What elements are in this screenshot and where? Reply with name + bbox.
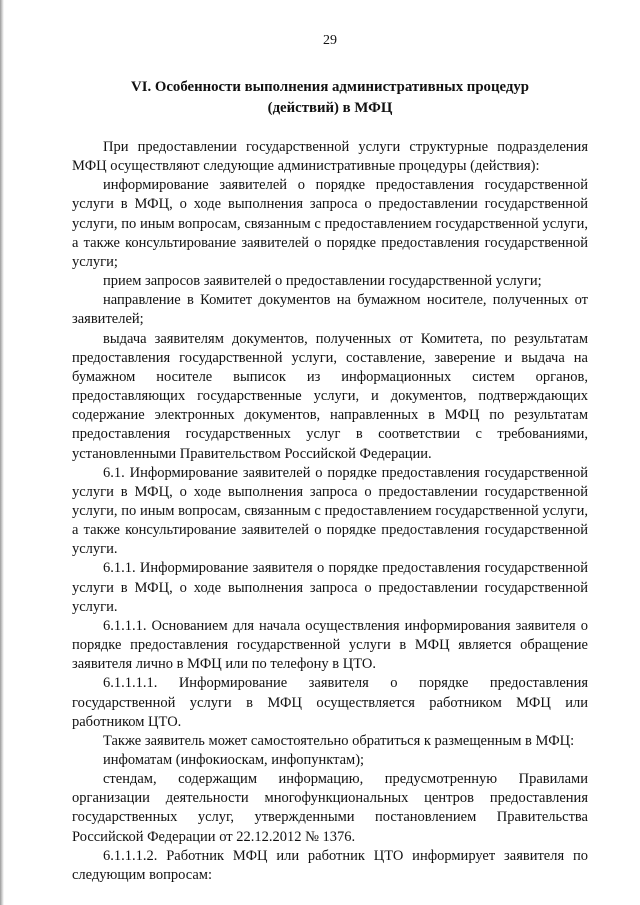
document-body	[72, 138, 588, 885]
scan-edge	[0, 0, 4, 905]
paragraph: стендам, содержащим информацию, предусмотренную Правилами организации деятельности многофункциональных центров предоставления государственных услуг, утвержденными постановлением Правительства Российской Федерации от 22.12.2012 № 1376.	[72, 771, 588, 845]
section-heading-line-1: VI. Особенности выполнения административных процедур	[131, 79, 529, 95]
paragraph: При предоставлении государственной услуги структурные подразделения МФЦ осуществляют следующие административные процедуры (действия):	[72, 139, 588, 175]
section-heading-line-2: (действий) в МФЦ	[267, 100, 393, 116]
paragraph: направление в Комитет документов на бумажном носителе, полученных от заявителей;	[72, 292, 588, 328]
paragraph: 6.1.1. Информирование заявителя о порядке предоставления государственной услуги в МФЦ, о ходе выполнения запроса о предоставлении государственной услуги.	[72, 560, 588, 615]
paragraph: Также заявитель может самостоятельно обратиться к размещенным в МФЦ:	[103, 732, 575, 749]
paragraph: 6.1. Информирование заявителей о порядке предоставления государственной услуги в МФЦ, о ходе выполнения запроса о предоставлении государственной услуги, по иным вопросам, связанным с предоставлением государственной услуги, а также консультирование заявителей о порядке предоставления государственной услуги.	[72, 464, 588, 558]
paragraph: информирование заявителей о порядке предоставления государственной услуги в МФЦ, о ходе выполнения запроса о предоставлении государственной услуги, по иным вопросам, связанным с предоставлением государственной услуги, а также консультирование заявителей о порядке предоставления государственной услуги;	[72, 177, 588, 270]
page-number: 29	[323, 33, 337, 48]
paragraph: прием запросов заявителей о предоставлении государственной услуги;	[103, 273, 542, 290]
section-heading	[72, 77, 588, 119]
paragraph: 6.1.1.1.2. Работник МФЦ или работник ЦТО информирует заявителя по следующим вопросам:	[72, 847, 588, 883]
paragraph: 6.1.1.1. Основанием для начала осуществления информирования заявителя о порядке предоставления государственной услуги в МФЦ является обращение заявителя лично в МФЦ или по телефону в ЦТО.	[72, 617, 588, 673]
paragraph: выдача заявителям документов, полученных от Комитета, по результатам предоставления государственной услуги, составление, заверение и выдача на бумажном носителе выписок из информационных систем органов, предоставляющих государственные услуги, и документов, подтверждающих содержание электронных документов, направленных в МФЦ по результатам предоставления государственных услуг в соответствии с требованиями, установленными Правительством Российской Федерации.	[72, 330, 588, 462]
paragraph: инфоматам (инфокиоскам, инфопунктам);	[103, 752, 365, 768]
paragraph: 6.1.1.1.1. Информирование заявителя о порядке предоставления государственной услуги в МФЦ осуществляется работником МФЦ или работником ЦТО.	[72, 675, 588, 730]
